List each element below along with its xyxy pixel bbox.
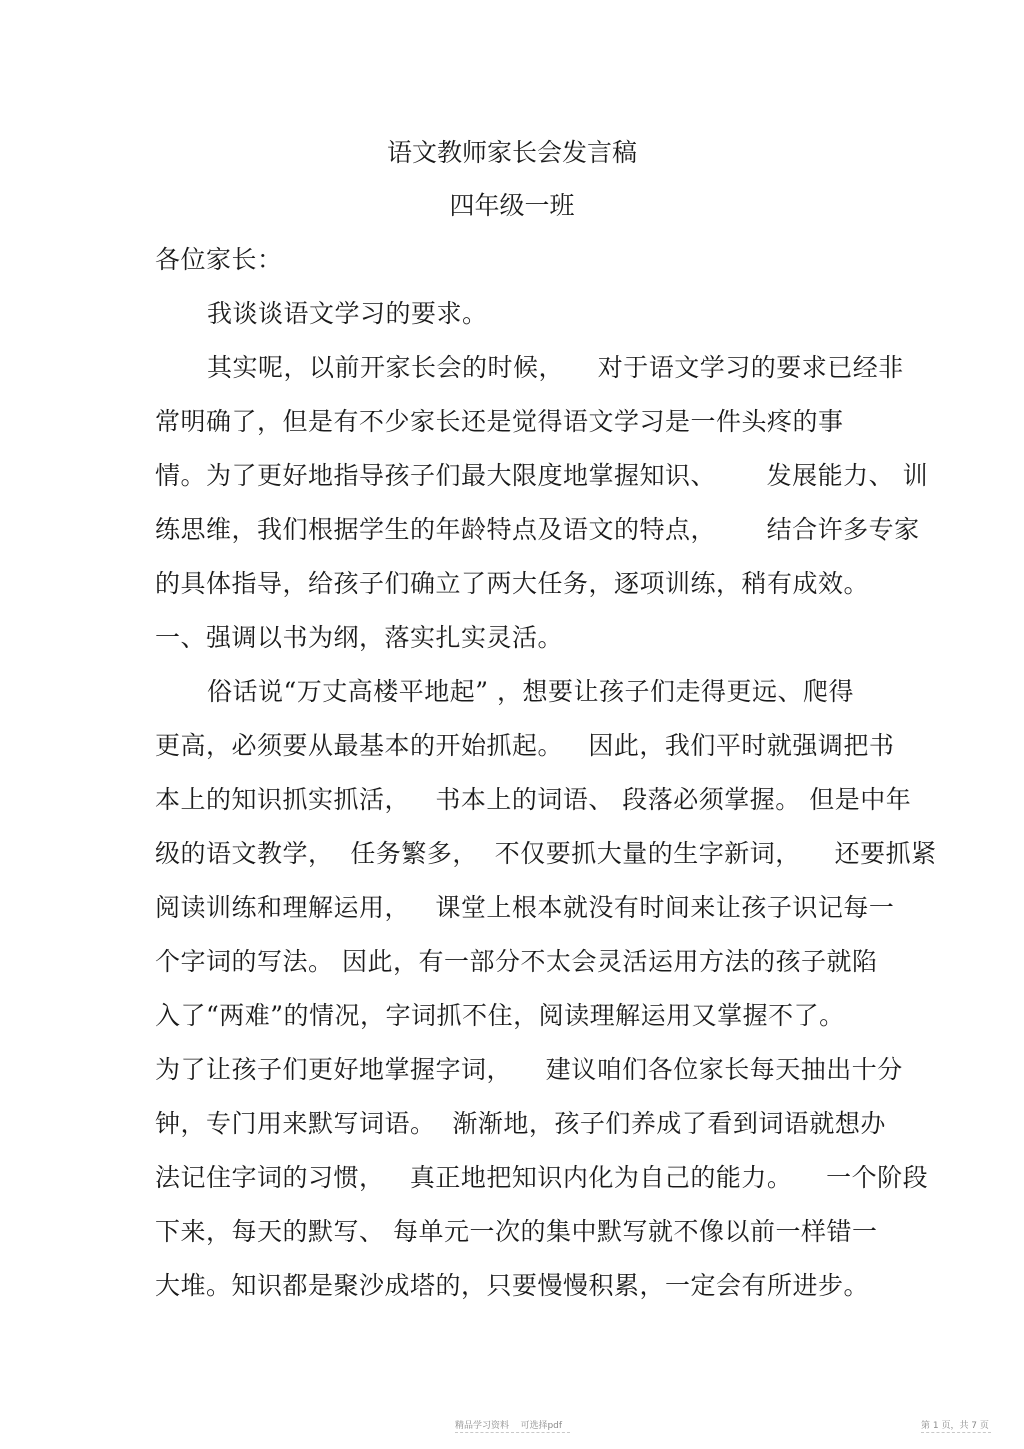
paragraph-line: 为了让孩子们更好地掌握字词， 建议咱们各位家长每天抽出十分: [155, 1055, 903, 1084]
paragraph-line: 其实呢，以前开家长会的时候， 对于语文学习的要求已经非: [207, 353, 904, 382]
paragraph-line: 钟，专门用来默写词语。 渐渐地，孩子们养成了看到词语就想办: [155, 1109, 886, 1138]
paragraph-line: 大堆。知识都是聚沙成塔的，只要慢慢积累，一定会有所进步。: [155, 1271, 870, 1300]
paragraph-line: 练思维，我们根据学生的年龄特点及语文的特点， 结合许多专家: [155, 515, 920, 544]
paragraph-line: 俗话说“万丈高楼平地起” ，想要让孩子们走得更远、爬得: [207, 677, 855, 706]
paragraph-line: 更高，必须要从最基本的开始抓起。 因此，我们平时就强调把书: [155, 731, 895, 760]
paragraph-line: 阅读训练和理解运用， 课堂上根本就没有时间来让孩子识记每一: [155, 893, 895, 922]
paragraph-line: 法记住字词的习惯， 真正地把知识内化为自己的能力。 一个阶段: [155, 1163, 929, 1192]
paragraph-line: 常明确了，但是有不少家长还是觉得语文学习是一件头疼的事: [155, 407, 844, 436]
paragraph-line: 我谈谈语文学习的要求。: [207, 299, 488, 328]
paragraph-line: 本上的知识抓实抓活， 书本上的词语、 段落必须掌握。 但是中年: [155, 785, 912, 814]
paragraph-line: 下来，每天的默写、 每单元一次的集中默写就不像以前一样错一: [155, 1217, 878, 1246]
footer-divider: [921, 1432, 991, 1433]
document-subtitle: 四年级一班: [449, 191, 575, 220]
paragraph-line: 的具体指导，给孩子们确立了两大任务，逐项训练，稍有成效。: [155, 569, 870, 598]
section-heading: 一、强调以书为纲，落实扎实灵活。: [155, 623, 564, 652]
footer-page-number: 第 1 页，共 7 页: [921, 1421, 989, 1431]
document-title: 语文教师家长会发言稿: [386, 138, 637, 167]
paragraph-line: 情。为了更好地指导孩子们最大限度地掌握知识、 发展能力、 训: [155, 461, 929, 490]
paragraph-line: 个字词的写法。 因此，有一部分不太会灵活运用方法的孩子就陷: [155, 947, 878, 976]
footer-divider: [455, 1432, 570, 1433]
paragraph-line: 入了“两难”的情况，字词抓不住，阅读理解运用又掌握不了。: [155, 1001, 845, 1030]
paragraph-line: 级的语文教学， 任务繁多， 不仅要抓大量的生字新词， 还要抓紧: [155, 839, 937, 868]
footer-watermark-text: 精品学习资料 可选择pdf: [455, 1421, 563, 1431]
salutation: 各位家长：: [155, 245, 283, 274]
